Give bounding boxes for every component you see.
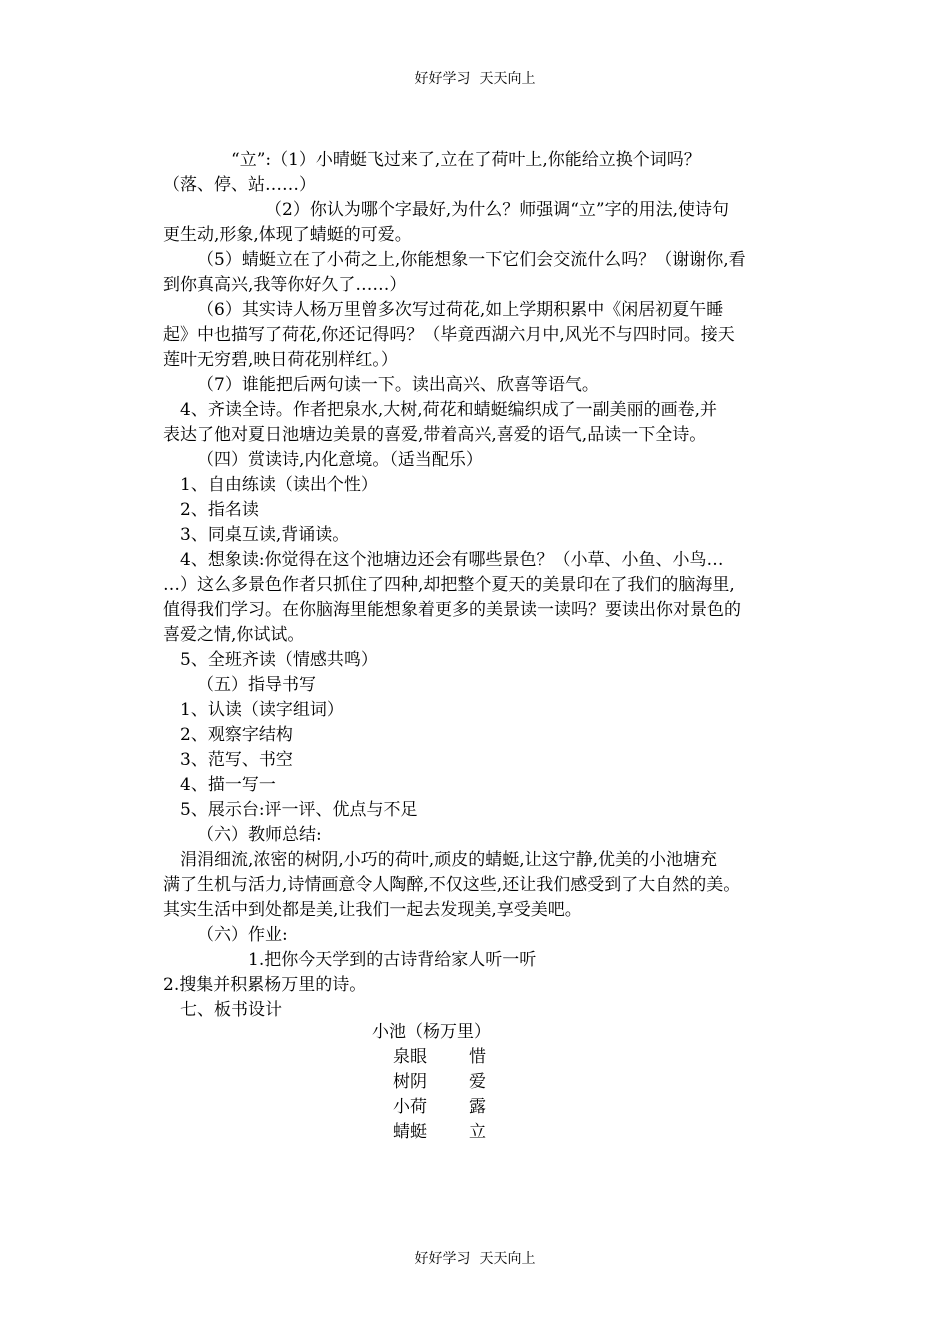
section-heading: （五）指导书写: [197, 675, 316, 695]
paragraph-line: 4、齐读全诗。作者把泉水,大树,荷花和蜻蜓编织成了一副美丽的画卷,并: [180, 400, 718, 420]
paragraph-line: 到你真高兴,我等你好久了……）: [163, 275, 407, 295]
list-item: 2、观察字结构: [180, 725, 293, 745]
paragraph-line: （5）蜻蜓立在了小荷之上,你能想象一下它们会交流什么吗？（谢谢你,看: [197, 250, 746, 270]
list-item: 2.搜集并积累杨万里的诗。: [163, 975, 367, 995]
paragraph-line: （2）你认为哪个字最好,为什么？师强调“立”字的用法,使诗句: [265, 200, 730, 220]
paragraph-line: “立”:（1）小晴蜓飞过来了,立在了荷叶上,你能给立换个词吗？: [231, 150, 701, 170]
section-heading: （四）赏读诗,内化意境。（适当配乐）: [197, 450, 483, 470]
paragraph-line: 满了生机与活力,诗情画意令人陶醉,不仅这些,还让我们感受到了大自然的美。: [163, 875, 741, 895]
paragraph-line: 涓涓细流,浓密的树阴,小巧的荷叶,顽皮的蜻蜓,让这宁静,优美的小池塘充: [180, 850, 718, 870]
board-row: [393, 1095, 486, 1120]
section-heading: （六）教师总结:: [197, 825, 322, 845]
board-row-right: 爱: [469, 1072, 486, 1092]
paragraph-line: 起》中也描写了荷花,你还记得吗？（毕竟西湖六月中,风光不与四时同。接天: [163, 325, 735, 345]
list-item: 4、描一写一: [180, 775, 276, 795]
board-row: [393, 1045, 486, 1070]
board-title: 小池（杨万里）: [372, 1022, 491, 1042]
board-row-right: 立: [469, 1122, 486, 1142]
list-item: 1、自由练读（读出个性）: [180, 475, 378, 495]
paragraph-line: 其实生活中到处都是美,让我们一起去发现美,享受美吧。: [163, 900, 582, 920]
page-footer: 好好学习 天天向上: [414, 1251, 536, 1267]
board-row-left: 泉眼: [393, 1047, 427, 1067]
list-item: 4、想象读:你觉得在这个池塘边还会有哪些景色？（小草、小鱼、小鸟…: [180, 550, 724, 570]
paragraph-line: （6）其实诗人杨万里曾多次写过荷花,如上学期积累中《闲居初夏午睡: [197, 300, 724, 320]
list-item: 3、范写、书空: [180, 750, 293, 770]
list-item: 5、展示台:评一评、优点与不足: [180, 800, 418, 820]
paragraph-line: …）这么多景色作者只抓住了四种,却把整个夏天的美景印在了我们的脑海里,: [163, 575, 735, 595]
board-row-right: 惜: [469, 1047, 486, 1067]
board-row-left: 蜻蜓: [393, 1122, 427, 1142]
board-row: [393, 1120, 486, 1145]
board-row-left: 小荷: [393, 1097, 427, 1117]
list-item: 1、认读（读字组词）: [180, 700, 344, 720]
page-header: 好好学习 天天向上: [414, 71, 536, 87]
list-item: 3、同桌互读,背诵读。: [180, 525, 350, 545]
list-item: 1.把你今天学到的古诗背给家人听一听: [248, 950, 537, 970]
section-heading: （六）作业:: [197, 925, 288, 945]
paragraph-line: （落、停、站……）: [163, 175, 316, 195]
paragraph-line: 更生动,形象,体现了蜻蜓的可爱。: [163, 225, 412, 245]
paragraph-line: 莲叶无穷碧,映日荷花别样红。）: [163, 350, 398, 370]
section-heading: 七、板书设计: [180, 1000, 282, 1020]
document-body: [163, 148, 811, 1023]
paragraph-line: 表达了他对夏日池塘边美景的喜爱,带着高兴,喜爱的语气,品读一下全诗。: [163, 425, 707, 445]
list-item: 2、指名读: [180, 500, 259, 520]
board-row-left: 树阴: [393, 1072, 427, 1092]
paragraph-line: （7）谁能把后两句读一下。读出高兴、欣喜等语气。: [197, 375, 599, 395]
paragraph-line: 值得我们学习。在你脑海里能想象着更多的美景读一读吗？要读出你对景色的: [163, 600, 741, 620]
list-item: 5、全班齐读（情感共鸣）: [180, 650, 378, 670]
board-row: [393, 1070, 486, 1095]
board-row-right: 露: [469, 1097, 486, 1117]
paragraph-line: 喜爱之情,你试试。: [163, 625, 305, 645]
